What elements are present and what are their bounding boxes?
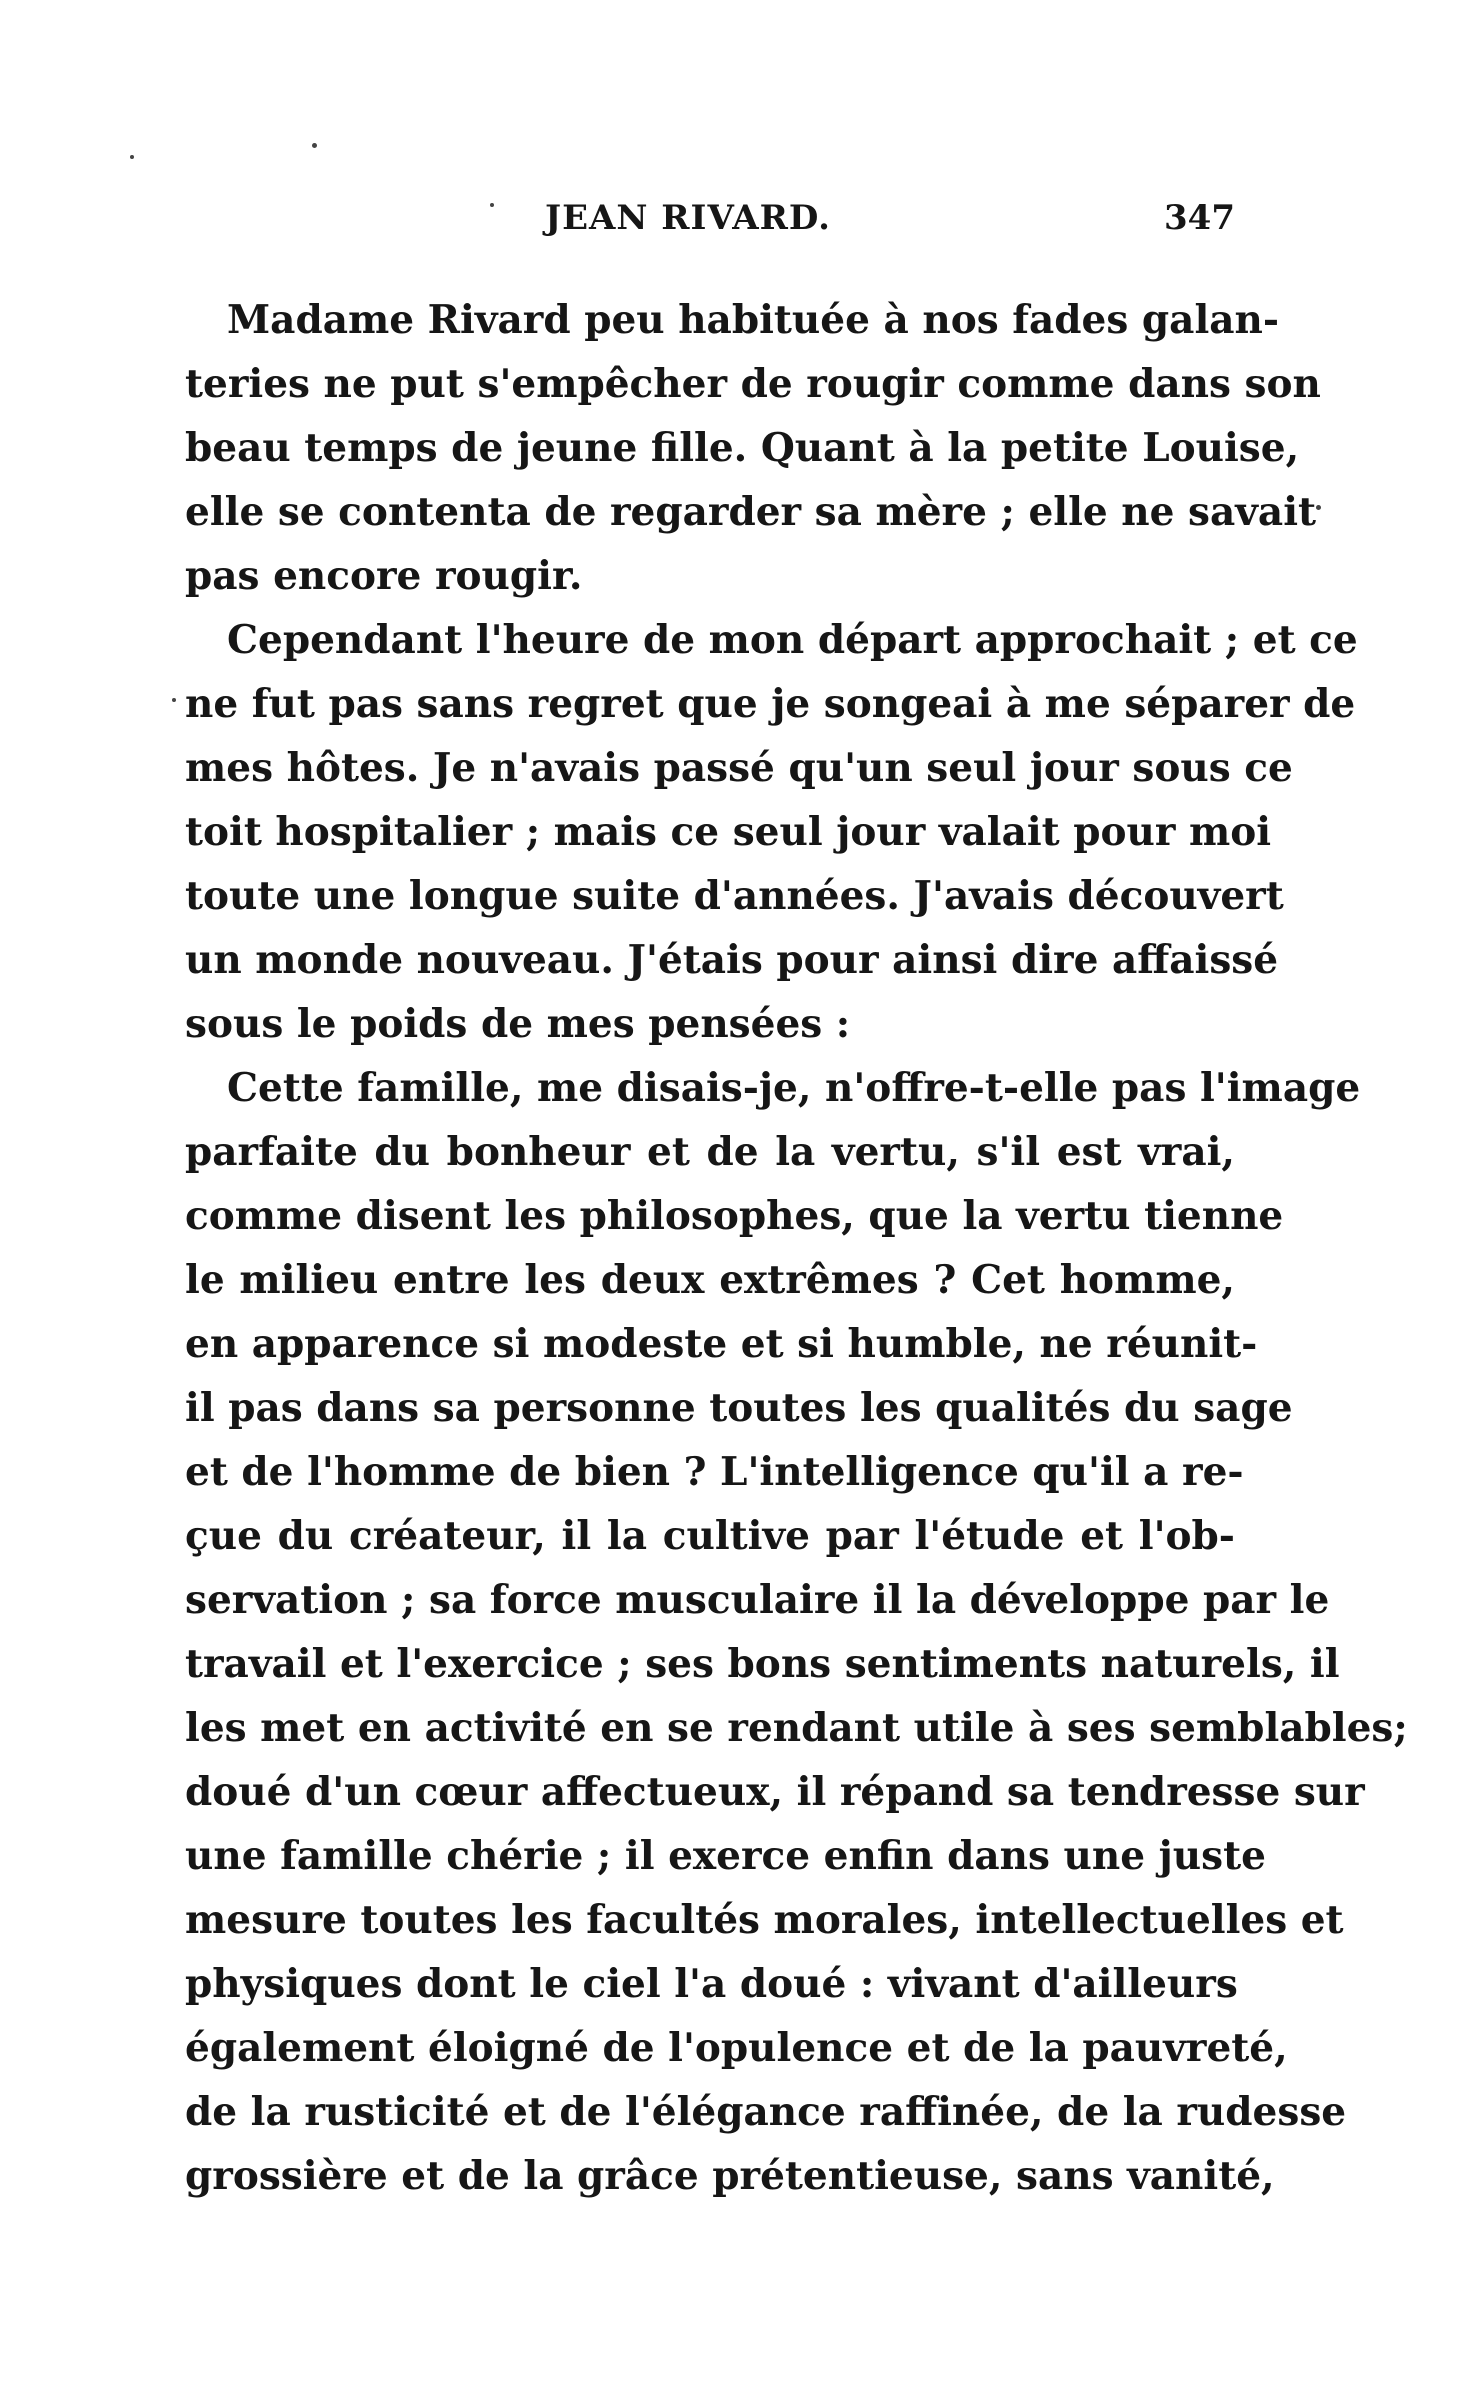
- text-line: pas encore rougir.: [185, 553, 583, 599]
- text-line: toit hospitalier ; mais ce seul jour valait pour moi: [185, 809, 1272, 855]
- text-line: également éloigné de l'opulence et de la pauvreté,: [185, 2025, 1288, 2071]
- text-line: parfaite du bonheur et de la vertu, s'il est vrai,: [185, 1129, 1235, 1175]
- running-title: JEAN RIVARD.: [545, 198, 831, 238]
- text-line: elle se contenta de regarder sa mère ; elle ne savait: [185, 489, 1317, 535]
- text-line: beau temps de jeune fille. Quant à la petite Louise,: [185, 425, 1300, 471]
- text-line: Cette famille, me disais-je, n'offre-t-elle pas l'image: [227, 1065, 1361, 1111]
- text-line: une famille chérie ; il exerce enfin dans une juste: [185, 1833, 1266, 1879]
- body-text: [185, 288, 1408, 2208]
- ink-speck: [312, 143, 317, 148]
- page-header: [185, 198, 1235, 248]
- text-line: servation ; sa force musculaire il la développe par le: [185, 1577, 1330, 1623]
- text-line: toute une longue suite d'années. J'avais découvert: [185, 873, 1284, 919]
- text-line: il pas dans sa personne toutes les qualités du sage: [185, 1385, 1293, 1431]
- text-line: grossière et de la grâce prétentieuse, sans vanité,: [185, 2153, 1275, 2199]
- text-line: physiques dont le ciel l'a doué : vivant d'ailleurs: [185, 1961, 1238, 2007]
- text-line: ne fut pas sans regret que je songeai à me séparer de: [185, 681, 1356, 727]
- text-line: les met en activité en se rendant utile à ses semblables;: [185, 1705, 1408, 1751]
- text-line: le milieu entre les deux extrêmes ? Cet homme,: [185, 1257, 1235, 1303]
- text-line: un monde nouveau. J'étais pour ainsi dire affaissé: [185, 937, 1279, 983]
- ink-speck: [1316, 505, 1321, 510]
- text-line: sous le poids de mes pensées :: [185, 1001, 851, 1047]
- text-line: en apparence si modeste et si humble, ne réunit-: [185, 1321, 1258, 1367]
- text-line: comme disent les philosophes, que la vertu tienne: [185, 1193, 1284, 1239]
- text-line: çue du créateur, il la cultive par l'étude et l'ob-: [185, 1513, 1235, 1559]
- text-line: teries ne put s'empêcher de rougir comme dans son: [185, 361, 1321, 407]
- text-line: de la rusticité et de l'élégance raffinée, de la rudesse: [185, 2089, 1347, 2135]
- text-line: doué d'un cœur affectueux, il répand sa tendresse sur: [185, 1769, 1365, 1815]
- text-line: travail et l'exercice ; ses bons sentiments naturels, il: [185, 1641, 1340, 1687]
- text-line: Madame Rivard peu habituée à nos fades galan-: [227, 297, 1280, 343]
- text-line: et de l'homme de bien ? L'intelligence qu'il a re-: [185, 1449, 1244, 1495]
- page-number: 347: [1164, 198, 1235, 238]
- ink-speck: [172, 698, 176, 702]
- text-line: mesure toutes les facultés morales, intellectuelles et: [185, 1897, 1344, 1943]
- ink-speck: [130, 155, 134, 159]
- text-line: Cependant l'heure de mon départ approchait ; et ce: [227, 617, 1358, 663]
- text-line: mes hôtes. Je n'avais passé qu'un seul jour sous ce: [185, 745, 1293, 791]
